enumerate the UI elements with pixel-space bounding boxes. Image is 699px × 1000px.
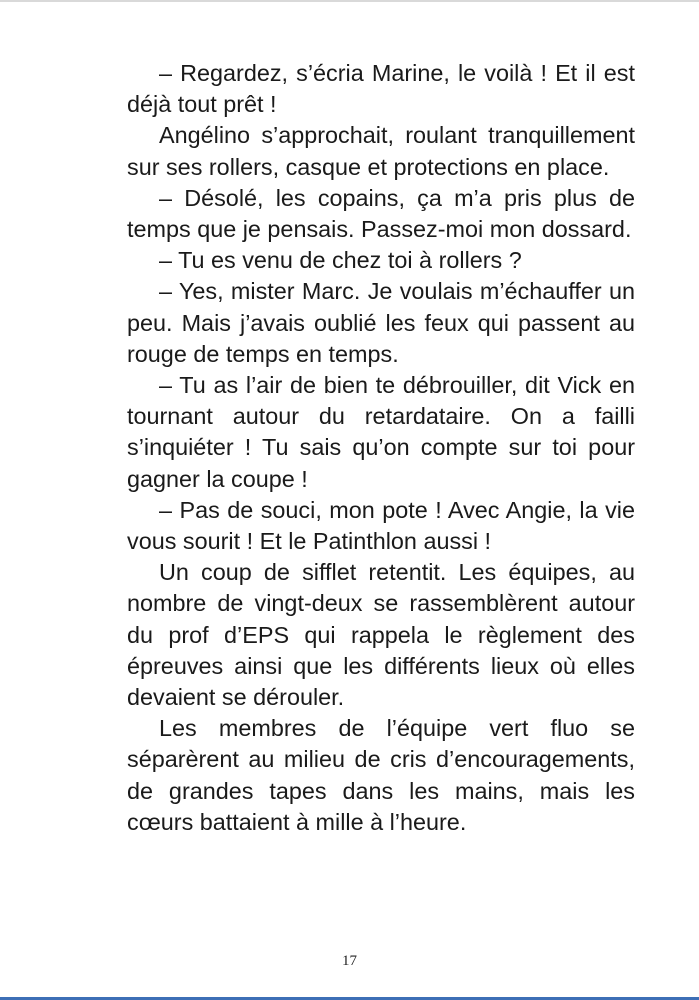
paragraph-4: – Tu es venu de chez toi à rollers ? [159,247,522,274]
body-text [127,58,635,838]
paragraph-9: Les membres de l’équipe vert fluo se séparèrent au milieu de cris d’encouragements, de grandes tapes dans les mains, mais les cœurs battaient à mille à l’heure. [127,715,635,835]
paragraph-3: – Désolé, les copains, ça m’a pris plus de temps que je pensais. Passez-moi mon dossard. [127,184,635,243]
paragraph-2: Angélino s’approchait, roulant tranquillement sur ses rollers, casque et protections en place. [127,122,635,180]
paragraph-1: – Regardez, s’écria Marine, le voilà ! Et il est déjà tout prêt ! [127,60,635,118]
paragraph-6: – Tu as l’air de bien te débrouiller, dit Vick en tournant autour du retardataire. On a failli s’inquiéter ! Tu sais qu’on compte sur toi pour gagner la coupe ! [127,372,635,492]
paragraph-8: Un coup de sifflet retentit. Les équipes, au nombre de vingt-deux se rassemblèrent autour du prof d’EPS qui rappela le règlement des épreuves ainsi que les différents lieux où elles devaient se dérouler. [127,559,635,711]
paragraph-5: – Yes, mister Marc. Je voulais m’échauffer un peu. Mais j’avais oublié les feux qui passent au rouge de temps en temps. [127,278,635,367]
paragraph-7: – Pas de souci, mon pote ! Avec Angie, la vie vous sourit ! Et le Patinthlon aussi ! [127,496,635,555]
top-border [0,0,699,2]
page-number: 17 [342,953,357,969]
